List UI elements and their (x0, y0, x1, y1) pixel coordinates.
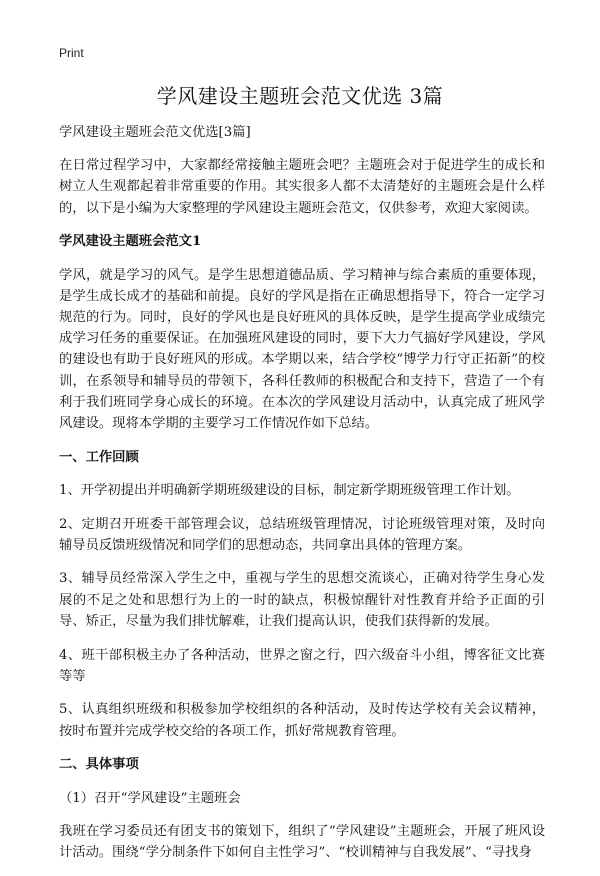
document-subtitle: 学风建设主题班会范文优选[3篇] (59, 125, 251, 140)
section1-heading: 学风建设主题班会范文1 (59, 234, 202, 250)
print-label: Print (59, 46, 84, 60)
document-title: 学风建设主题班会范文优选 3篇 (156, 84, 444, 108)
review-item-1: 1、开学初提出并明确新学期班级建设的目标，制定新学期班级管理工作计划。 (59, 482, 520, 498)
review-item-2: 2、定期召开班委干部管理会议，总结班级管理情况，讨论班级管理对策，及时向辅导员反馈班级情况和同学们的思想动态，共同拿出具体的管理方案。 (59, 516, 545, 553)
review-item-4: 4、班干部积极主办了各种活动，世界之窗之行，四六级奋斗小组，博客征文比赛等等 (59, 647, 545, 684)
review-item-5: 5、认真组织班级和积极参加学校组织的各种活动，及时传达学校有关会议精神，按时布置并完成学校交给的各项工作，抓好常规教育管理。 (59, 702, 545, 739)
details-heading: 二、具体事项 (59, 757, 139, 773)
review-item-3: 3、辅导员经常深入学生之中，重视与学生的思想交流谈心，正确对待学生身心发展的不足之处和思想行为上的一时的缺点，积极惊醒针对性教育并给予正面的引导、矫正，尽量为我们排忧解难，让我们提高认识，使我们获得新的发展。 (59, 571, 545, 629)
document-body (59, 122, 545, 876)
details-item-1: （1）召开“学风建设”主题班会 (59, 790, 241, 806)
review-heading: 一、工作回顾 (59, 449, 139, 465)
section1-paragraph: 学风，就是学习的风气。是学生思想道德品质、学习精神与综合素质的重要体现，是学生成长成才的基础和前提。良好的学风是指在正确思想指导下，符合一定学习规范的行为。同时，良好的学风也是良好班风的具体反映，是学生提高学业成绩完成学习任务的重要保证。在加强班风建设的同时，要下大力气搞好学风建设，学风的建设也有助于良好班风的形成。本学期以来，结合学校“博学力行守正拓新”的校训，在系领导和辅导员的带领下，各科任教师的积极配合和支持下，营造了一个有利于我们班同学身心成长的环境。在本次的学风建设月活动中，认真完成了班风学风建设。现将本学期的主要学习工作情况作如下总结。 (59, 267, 545, 431)
details-paragraph: 我班在学习委员还有团支书的策划下，组织了“学风建设”主题班会，开展了班风设计活动。围绕“学分制条件下如何自主性学习”、“校训精神与自我发展”、“寻找身 (59, 824, 545, 861)
intro-paragraph: 在日常过程学习中，大家都经常接触主题班会吧？主题班会对于促进学生的成长和树立人生观都起着非常重要的作用。其实很多人都不太清楚好的主题班会是什么样的，以下是小编为大家整理的学风建设主题班会范文，仅供参考，欢迎大家阅读。 (59, 158, 545, 216)
